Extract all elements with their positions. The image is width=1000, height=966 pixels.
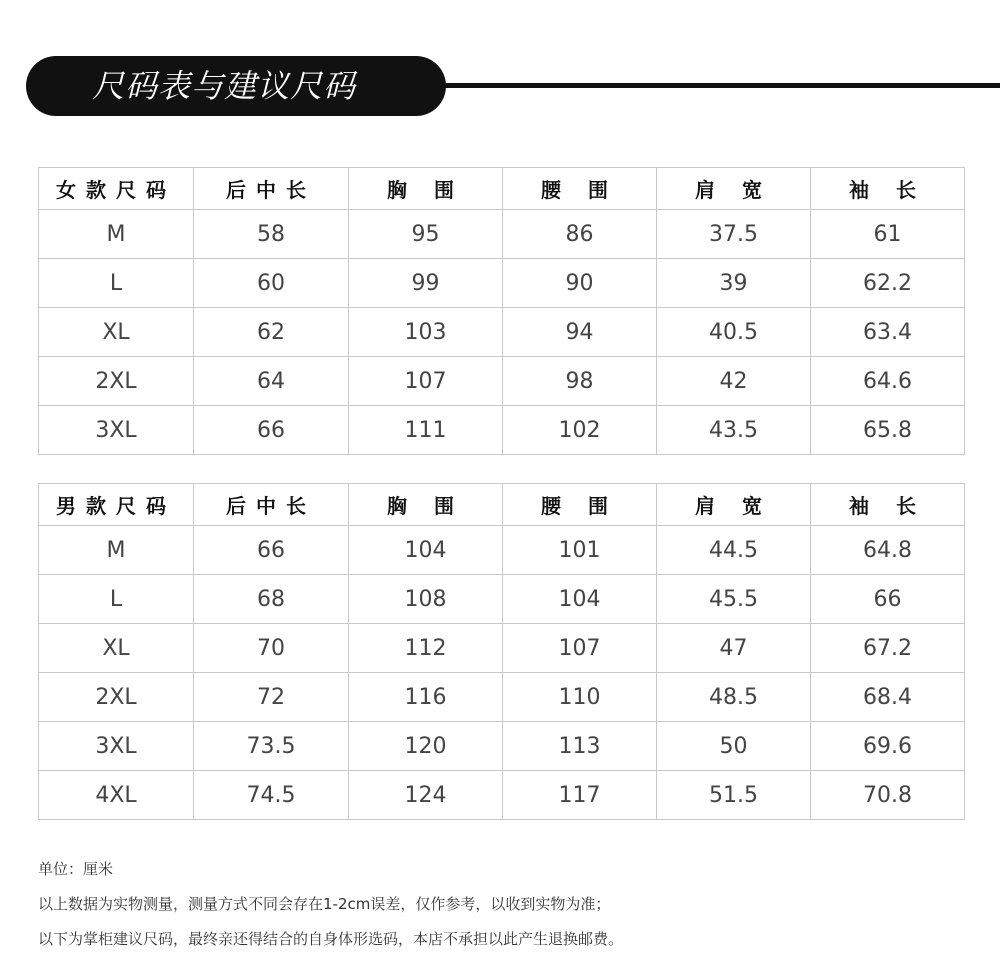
table-cell: 103 [349,308,503,357]
table-cell: 62.2 [811,259,965,308]
table-cell: 2XL [39,357,194,406]
table-header-row [39,168,965,210]
table-row [39,259,965,308]
table-row [39,722,965,771]
table-cell: 2XL [39,673,194,722]
header-chest: 胸 围 [349,168,503,210]
table-cell: 94 [503,308,657,357]
note-measurement: 以上数据为实物测量，测量方式不同会存在1-2cm误差，仅作参考，以收到实物为准； [38,895,611,913]
table-header-row [39,484,965,526]
table-cell: 104 [503,575,657,624]
table-cell: L [39,259,194,308]
header-size: 男款尺码 [39,484,194,526]
table-cell: 60 [194,259,349,308]
header-back-length: 后中长 [194,484,349,526]
table-cell: 70 [194,624,349,673]
table-cell: M [39,526,194,575]
table-cell: 64.8 [811,526,965,575]
header-chest: 胸 围 [349,484,503,526]
note-unit: 单位：厘米 [38,860,114,878]
table-cell: 65.8 [811,406,965,455]
table-cell: 48.5 [657,673,811,722]
table-cell: 47 [657,624,811,673]
table-cell: 37.5 [657,210,811,259]
table-cell: 117 [503,771,657,820]
table-cell: 68.4 [811,673,965,722]
table-cell: 61 [811,210,965,259]
table-row [39,624,965,673]
table-cell: 110 [503,673,657,722]
table-cell: 101 [503,526,657,575]
table-cell: 66 [194,526,349,575]
header-waist: 腰 围 [503,484,657,526]
table-row [39,308,965,357]
note-recommendation: 以下为掌柜建议尺码，最终亲还得结合的自身体形选码，本店不承担以此产生退换邮费。 [38,930,624,948]
table-cell: 69.6 [811,722,965,771]
table-cell: XL [39,308,194,357]
header-shoulder: 肩 宽 [657,168,811,210]
notes [38,852,623,957]
table-cell: M [39,210,194,259]
table-cell: 107 [349,357,503,406]
table-cell: L [39,575,194,624]
table-cell: 72 [194,673,349,722]
table-cell: 107 [503,624,657,673]
table-row [39,210,965,259]
table-cell: XL [39,624,194,673]
table-cell: 3XL [39,722,194,771]
table-cell: 68 [194,575,349,624]
women-size-table [38,167,965,455]
table-cell: 44.5 [657,526,811,575]
table-cell: 51.5 [657,771,811,820]
table-cell: 104 [349,526,503,575]
men-size-table [38,483,965,820]
header-sleeve: 袖 长 [811,484,965,526]
table-cell: 99 [349,259,503,308]
table-cell: 42 [657,357,811,406]
table-row [39,673,965,722]
table-cell: 98 [503,357,657,406]
table-cell: 64.6 [811,357,965,406]
table-cell: 74.5 [194,771,349,820]
table-cell: 64 [194,357,349,406]
header-waist: 腰 围 [503,168,657,210]
table-cell: 43.5 [657,406,811,455]
header-size: 女款尺码 [39,168,194,210]
table-row [39,771,965,820]
table-cell: 3XL [39,406,194,455]
table-cell: 4XL [39,771,194,820]
table-row [39,357,965,406]
page-title: 尺码表与建议尺码 [92,67,357,105]
table-row [39,575,965,624]
table-cell: 66 [811,575,965,624]
table-row [39,406,965,455]
table-cell: 116 [349,673,503,722]
table-cell: 67.2 [811,624,965,673]
table-cell: 40.5 [657,308,811,357]
header-sleeve: 袖 长 [811,168,965,210]
table-cell: 73.5 [194,722,349,771]
table-cell: 113 [503,722,657,771]
table-cell: 112 [349,624,503,673]
header-back-length: 后中长 [194,168,349,210]
table-cell: 86 [503,210,657,259]
table-cell: 111 [349,406,503,455]
table-cell: 124 [349,771,503,820]
table-cell: 120 [349,722,503,771]
table-cell: 58 [194,210,349,259]
table-cell: 39 [657,259,811,308]
table-cell: 66 [194,406,349,455]
table-cell: 108 [349,575,503,624]
table-cell: 90 [503,259,657,308]
table-cell: 50 [657,722,811,771]
title-divider-line [440,83,1000,88]
table-cell: 95 [349,210,503,259]
table-cell: 70.8 [811,771,965,820]
table-row [39,526,965,575]
table-cell: 45.5 [657,575,811,624]
table-cell: 62 [194,308,349,357]
table-cell: 102 [503,406,657,455]
header-shoulder: 肩 宽 [657,484,811,526]
table-cell: 63.4 [811,308,965,357]
